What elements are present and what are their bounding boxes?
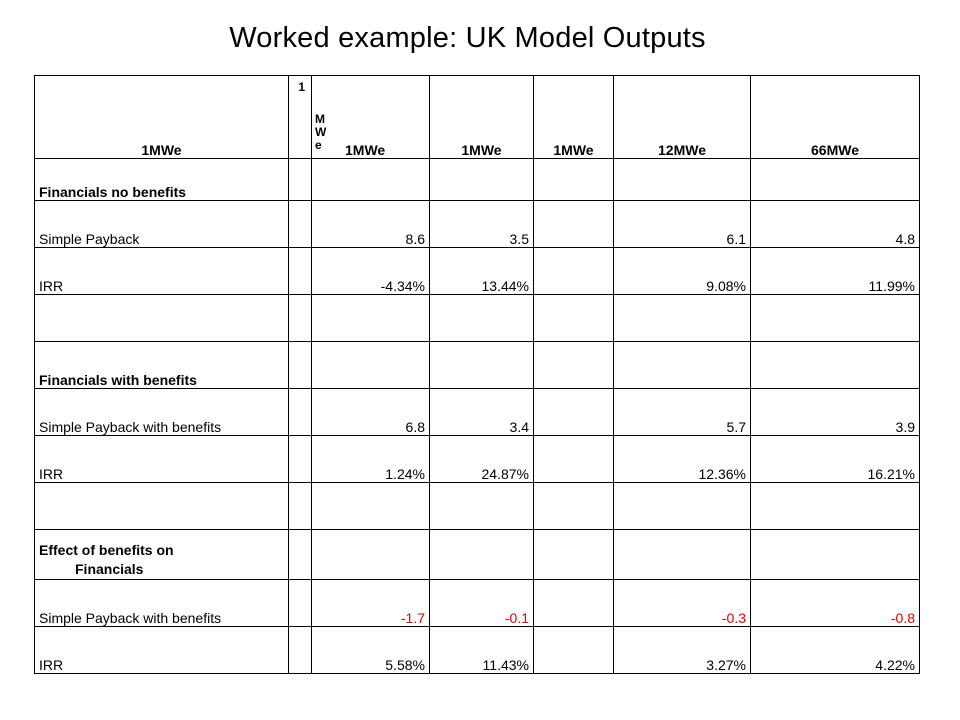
empty-cell [534, 530, 614, 580]
empty-cell [289, 159, 312, 201]
table-row [35, 436, 920, 483]
empty-cell [534, 201, 614, 248]
empty-cell [430, 159, 534, 201]
section-row-with-benefits [35, 342, 920, 389]
empty-cell [534, 436, 614, 483]
page-title: Worked example: UK Model Outputs [229, 22, 706, 54]
spacer-row [35, 295, 920, 342]
section-row-effect [35, 530, 920, 580]
section-heading: Financials with benefits [35, 342, 289, 389]
empty-cell [614, 530, 751, 580]
empty-cell [614, 483, 751, 530]
empty-cell [289, 248, 312, 295]
empty-cell [312, 342, 430, 389]
header-col3 [312, 76, 430, 159]
value-cell: 4.22% [751, 627, 920, 674]
table-row [35, 580, 920, 627]
row-label: Simple Payback [35, 201, 289, 248]
empty-cell [534, 342, 614, 389]
value-cell: 6.1 [614, 201, 751, 248]
header-row [35, 76, 920, 159]
table-row [35, 627, 920, 674]
empty-cell [289, 530, 312, 580]
empty-cell [534, 389, 614, 436]
header-col3-label: 1MWe [345, 142, 386, 158]
value-cell: -0.1 [430, 580, 534, 627]
empty-cell [751, 159, 920, 201]
empty-cell [312, 483, 430, 530]
empty-cell [312, 159, 430, 201]
empty-cell [430, 295, 534, 342]
section-row-no-benefits [35, 159, 920, 201]
row-label: IRR [35, 436, 289, 483]
empty-cell [430, 342, 534, 389]
empty-cell [614, 159, 751, 201]
table-row [35, 389, 920, 436]
section-heading-line1: Effect of benefits on [39, 542, 174, 558]
value-cell: 24.87% [430, 436, 534, 483]
value-cell: -1.7 [312, 580, 430, 627]
table-row [35, 248, 920, 295]
empty-cell [289, 295, 312, 342]
value-cell: 12.36% [614, 436, 751, 483]
section-heading [35, 530, 289, 580]
table-row [35, 201, 920, 248]
value-cell: 9.08% [614, 248, 751, 295]
value-cell: 16.21% [751, 436, 920, 483]
empty-cell [534, 295, 614, 342]
empty-cell [751, 295, 920, 342]
header-col2 [289, 76, 312, 159]
model-outputs-table [34, 75, 920, 674]
empty-cell [289, 389, 312, 436]
value-cell: 3.27% [614, 627, 751, 674]
empty-cell [289, 436, 312, 483]
row-label: IRR [35, 627, 289, 674]
value-cell: 3.5 [430, 201, 534, 248]
header-col4: 1MWe [430, 76, 534, 159]
empty-cell [430, 483, 534, 530]
value-cell: -4.34% [312, 248, 430, 295]
empty-cell [534, 483, 614, 530]
row-label: IRR [35, 248, 289, 295]
empty-cell [751, 483, 920, 530]
empty-cell [289, 342, 312, 389]
value-cell: 13.44% [430, 248, 534, 295]
row-label: Simple Payback with benefits [35, 580, 289, 627]
header-col2-top: 1 [298, 80, 305, 94]
empty-cell [312, 530, 430, 580]
empty-cell [534, 627, 614, 674]
value-cell: 6.8 [312, 389, 430, 436]
empty-cell [312, 295, 430, 342]
empty-cell [35, 483, 289, 530]
value-cell: -0.3 [614, 580, 751, 627]
section-heading: Financials no benefits [35, 159, 289, 201]
header-col1: 1MWe [35, 76, 289, 159]
empty-cell [430, 530, 534, 580]
header-col5: 1MWe [534, 76, 614, 159]
header-col7: 66MWe [751, 76, 920, 159]
empty-cell [289, 483, 312, 530]
value-cell: 8.6 [312, 201, 430, 248]
value-cell: 5.58% [312, 627, 430, 674]
value-cell: 11.43% [430, 627, 534, 674]
value-cell: 3.4 [430, 389, 534, 436]
value-cell: 11.99% [751, 248, 920, 295]
empty-cell [534, 248, 614, 295]
spacer-row [35, 483, 920, 530]
header-col6: 12MWe [614, 76, 751, 159]
empty-cell [751, 530, 920, 580]
value-cell: -0.8 [751, 580, 920, 627]
empty-cell [534, 159, 614, 201]
value-cell: 5.7 [614, 389, 751, 436]
empty-cell [289, 201, 312, 248]
empty-cell [751, 342, 920, 389]
section-heading-line2: Financials [75, 561, 144, 577]
empty-cell [289, 580, 312, 627]
header-col2-stack: M W e [315, 112, 327, 152]
empty-cell [614, 295, 751, 342]
row-label: Simple Payback with benefits [35, 389, 289, 436]
value-cell: 3.9 [751, 389, 920, 436]
empty-cell [35, 295, 289, 342]
value-cell: 1.24% [312, 436, 430, 483]
empty-cell [534, 580, 614, 627]
value-cell: 4.8 [751, 201, 920, 248]
empty-cell [289, 627, 312, 674]
empty-cell [614, 342, 751, 389]
